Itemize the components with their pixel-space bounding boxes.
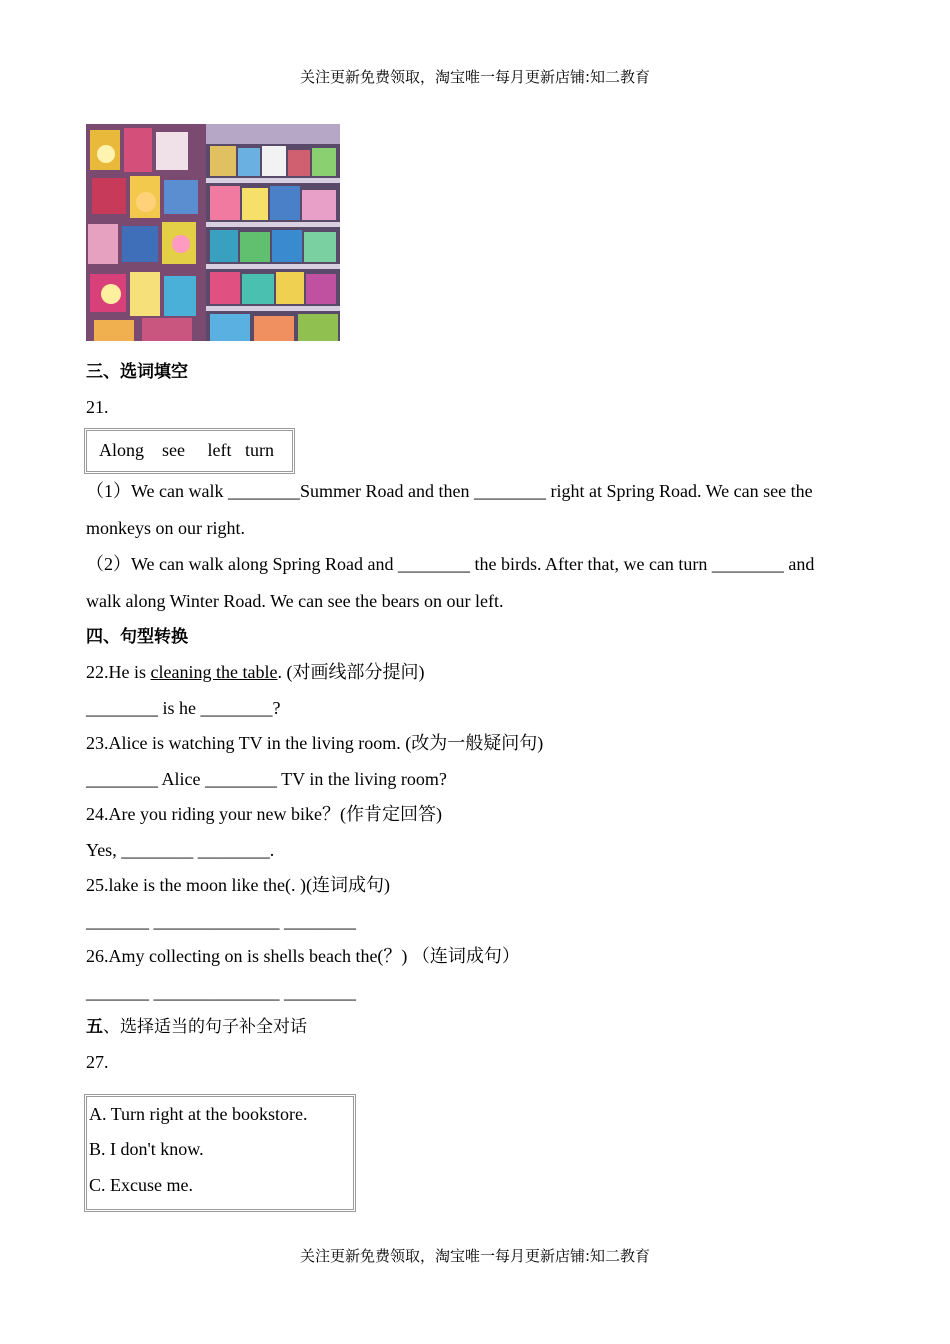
- option-c: C. Excuse me.: [89, 1175, 193, 1195]
- question-22: [86, 661, 424, 683]
- question-24: 24.Are you riding your new bike？(作肯定回答): [86, 804, 442, 824]
- toy-store-photo: [86, 124, 340, 341]
- q21-part2-line2: walk along Winter Road. We can see the bears on our left.: [86, 591, 504, 611]
- q21-part1-line1: （1）We can walk ________Summer Road and then ________ right at Spring Road. We can see the: [86, 481, 813, 501]
- q25-answer-line: _______ ______________ ________: [86, 911, 356, 931]
- section-3-title: 三、选词填空: [86, 362, 188, 382]
- q24-answer-line: Yes, ________ ________.: [86, 840, 275, 860]
- word-bank-box: [84, 428, 295, 474]
- option-a: A. Turn right at the bookstore.: [89, 1104, 308, 1124]
- q22-answer-line: ________ is he ________?: [86, 698, 281, 718]
- question-26: 26.Amy collecting on is shells beach the(？) （连词成句）: [86, 946, 520, 966]
- section-5-title-text: 、选择适当的句子补全对话: [103, 1017, 307, 1037]
- option-b: B. I don't know.: [89, 1139, 204, 1159]
- question-27-number: 27.: [86, 1052, 109, 1072]
- question-21-number: 21.: [86, 397, 109, 417]
- options-box: [84, 1094, 356, 1212]
- toy-store-shelves-image: [86, 124, 340, 341]
- q21-part2-line1: （2）We can walk along Spring Road and ________ the birds. After that, we can turn ________ and: [86, 554, 815, 574]
- page-header: 关注更新免费领取，淘宝唯一每月更新店铺:知二教育: [299, 68, 651, 86]
- q22-suffix: . (对画线部分提问): [277, 662, 425, 682]
- q22-prefix: 22.He is: [86, 662, 151, 682]
- page-footer: 关注更新免费领取，淘宝唯一每月更新店铺:知二教育: [299, 1247, 651, 1265]
- q26-answer-line: _______ ______________ ________: [86, 982, 356, 1002]
- question-23: 23.Alice is watching TV in the living room. (改为一般疑问句): [86, 733, 544, 753]
- q21-part1-line2: monkeys on our right.: [86, 518, 245, 538]
- section-5-number: 五: [86, 1017, 103, 1037]
- section-4-title: 四、句型转换: [86, 627, 188, 647]
- word-bank-words: Along see left turn: [99, 440, 274, 460]
- q22-underlined-phrase: cleaning the table: [150, 662, 278, 682]
- question-25: 25.lake is the moon like the(. )(连词成句): [86, 875, 390, 895]
- section-5-title: [86, 1016, 307, 1038]
- q23-answer-line: ________ Alice ________ TV in the living room?: [86, 769, 447, 789]
